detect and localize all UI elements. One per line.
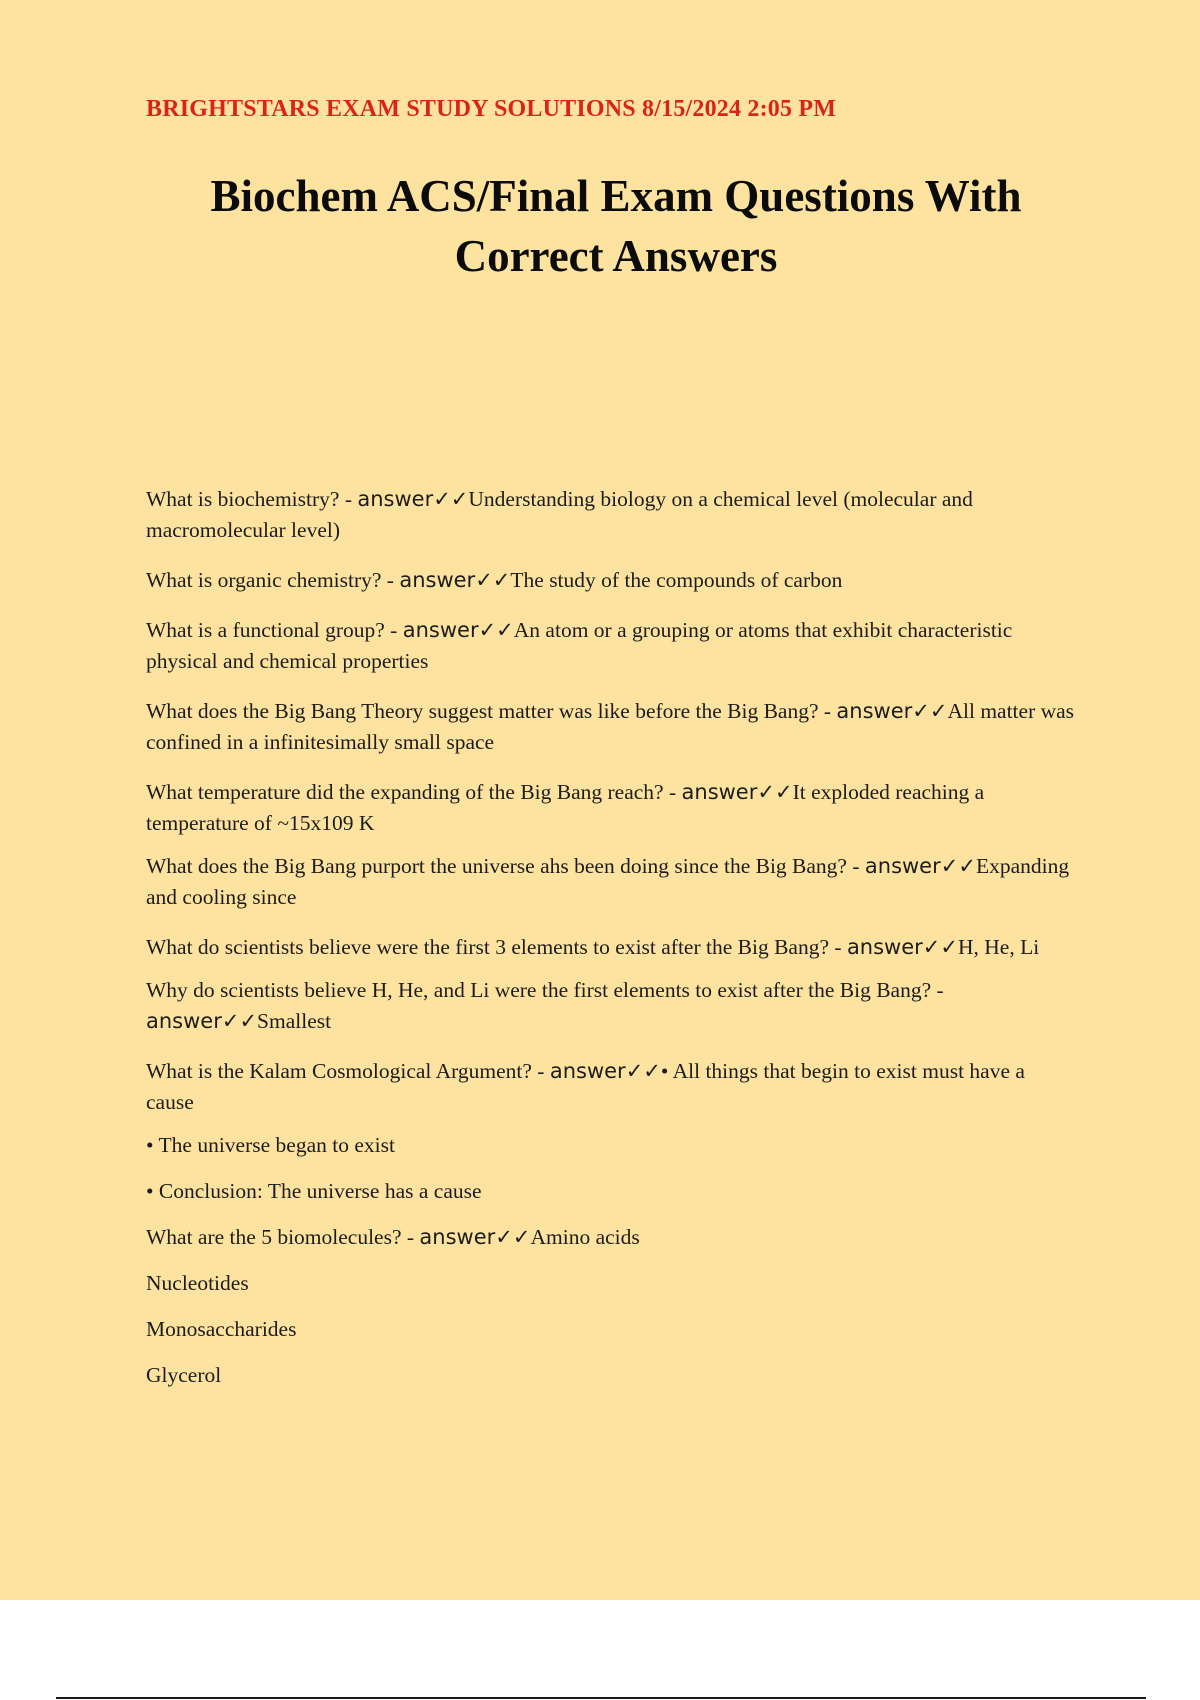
- title-line-1: Biochem ACS/Final Exam Questions With: [210, 171, 1022, 221]
- answer-text: • All things that begin to exist must have a cause: [146, 1059, 1025, 1114]
- bullet-point: • The universe began to exist: [146, 1133, 395, 1157]
- document-title: [150, 166, 1082, 286]
- question-text: What do scientists believe were the first 3 elements to exist after the Big Bang? -: [146, 935, 847, 959]
- question-text: What does the Big Bang Theory suggest matter was like before the Big Bang? -: [146, 699, 837, 723]
- qa-item: [146, 696, 1076, 758]
- answer-marker: answer✓✓: [681, 780, 793, 804]
- answer-text: An atom or a grouping or atoms that exhibit characteristic physical and chemical properties: [146, 618, 1013, 673]
- answer-marker: answer✓✓: [399, 568, 511, 592]
- answer-marker: answer✓✓: [864, 854, 976, 878]
- bullet-point: • Conclusion: The universe has a cause: [146, 1179, 482, 1203]
- qa-item: [146, 975, 1076, 1037]
- question-text: What is a functional group? -: [146, 618, 403, 642]
- qa-item: [146, 615, 1076, 677]
- answer-text: Understanding biology on a chemical level (molecular and macromolecular level): [146, 487, 973, 542]
- title-line-2: Correct Answers: [454, 231, 778, 281]
- question-text: What does the Big Bang purport the universe ahs been doing since the Big Bang? -: [146, 854, 865, 878]
- answer-marker: answer✓✓: [846, 935, 958, 959]
- qa-item: [146, 1056, 1076, 1118]
- answer-text: Expanding and cooling since: [146, 854, 1070, 909]
- answer-marker: answer✓✓: [357, 487, 469, 511]
- answer-marker: answer✓✓: [549, 1059, 661, 1083]
- qa-item: [146, 1222, 1076, 1253]
- answer-marker: answer✓✓: [836, 699, 948, 723]
- header-banner: BRIGHTSTARS EXAM STUDY SOLUTIONS 8/15/2024 2:05 PM: [146, 96, 837, 122]
- answer-text: It exploded reaching a temperature of ~15x109 K: [146, 780, 985, 835]
- answer-text: H, He, Li: [957, 935, 1040, 959]
- question-text: What is biochemistry? -: [146, 487, 358, 511]
- question-text: What is the Kalam Cosmological Argument? -: [146, 1059, 550, 1083]
- answer-marker: answer✓✓: [146, 1009, 258, 1033]
- list-item: Glycerol: [146, 1363, 222, 1387]
- answer-text: Amino acids: [530, 1225, 640, 1249]
- answer-marker: answer✓✓: [402, 618, 514, 642]
- list-item: Nucleotides: [146, 1271, 249, 1295]
- list-item: Monosaccharides: [146, 1317, 297, 1341]
- qa-item: [146, 851, 1076, 913]
- question-text: What is organic chemistry? -: [146, 568, 400, 592]
- question-text: What temperature did the expanding of the Big Bang reach? -: [146, 780, 682, 804]
- qa-item: [146, 484, 1076, 546]
- answer-text: The study of the compounds of carbon: [510, 568, 843, 592]
- question-text: What are the 5 biomolecules? -: [146, 1225, 420, 1249]
- qa-item: [146, 932, 1076, 963]
- answer-text: All matter was confined in a infinitesimally small space: [146, 699, 1075, 754]
- qa-item: [146, 565, 1076, 596]
- qa-list: [146, 484, 1076, 1406]
- answer-text: Smallest: [257, 1009, 332, 1033]
- qa-item: [146, 777, 1076, 839]
- footer-divider: [56, 1697, 1146, 1699]
- question-text: Why do scientists believe H, He, and Li were the first elements to exist after the Big Bang? -: [146, 978, 944, 1002]
- answer-marker: answer✓✓: [419, 1225, 531, 1249]
